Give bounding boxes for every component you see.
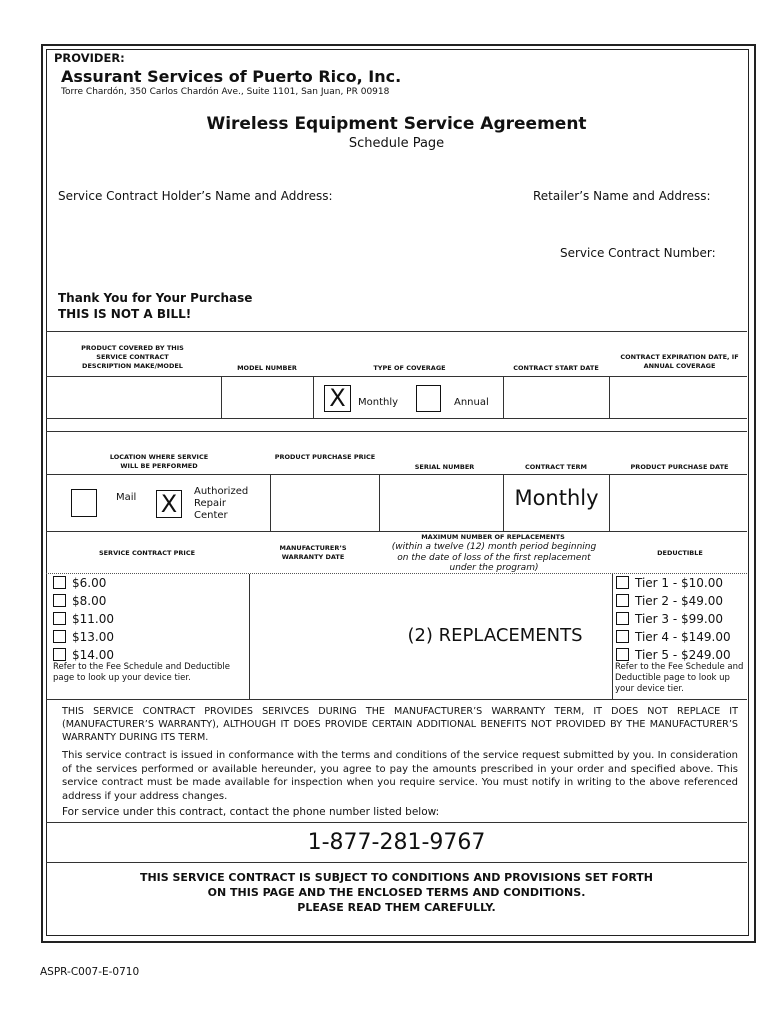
- phone-bottom-rule: [46, 862, 747, 863]
- table1-bottom-rule: [46, 418, 747, 419]
- table2-header-rule: [46, 474, 747, 475]
- price-option[interactable]: $8.00: [53, 592, 114, 610]
- table1-header-rule: [46, 376, 747, 377]
- table2-bottom-rule: [46, 531, 747, 532]
- col-serial: SERIAL NUMBER: [414, 463, 475, 471]
- tier-options: [616, 574, 731, 664]
- table3-divider: [249, 574, 250, 699]
- col-term: CONTRACT TERM: [524, 463, 588, 471]
- tier-option[interactable]: Tier 5 - $249.00: [616, 646, 731, 664]
- price-checkbox[interactable]: [53, 648, 66, 661]
- phone-number: 1-877-281-9767: [307, 830, 486, 855]
- retailer-label: Retailer’s Name and Address:: [533, 189, 711, 203]
- tier-checkbox[interactable]: [616, 612, 629, 625]
- location-repair-checkbox[interactable]: X: [156, 490, 182, 518]
- col-start: CONTRACT START DATE: [513, 364, 599, 372]
- notice-warranty: THIS SERVICE CONTRACT PROVIDES SERIVCES DURING THE MANUFACTURER’S WARRANTY TERM, IT DOES NOT REPLACE IT (MANUFACTURER’S WARRANTY), ALTHOUGH IT DOES PROVIDE CERTAIN ADDITIONAL BENEFITS NOT PROVIDED BY THE MANUFACTURER’S WARRANTY DURING ITS TERM.: [62, 706, 738, 743]
- table2-top-rule: [46, 431, 747, 432]
- coverage-annual-checkbox[interactable]: [416, 385, 441, 412]
- price-option[interactable]: $14.00: [53, 646, 114, 664]
- provider-name: Assurant Services of Puerto Rico, Inc.: [61, 67, 402, 86]
- col-purchase-date: PRODUCT PURCHASE DATE: [630, 463, 729, 471]
- price-checkbox[interactable]: [53, 612, 66, 625]
- tier-option[interactable]: Tier 1 - $10.00: [616, 574, 731, 592]
- table2-divider: [609, 474, 610, 531]
- table1-top-rule: [46, 331, 747, 332]
- col-model: MODEL NUMBER: [237, 364, 297, 372]
- price-checkbox[interactable]: [53, 594, 66, 607]
- price-option[interactable]: $13.00: [53, 628, 114, 646]
- phone-top-rule: [46, 822, 747, 823]
- location-mail-label: Mail: [116, 492, 137, 503]
- tier-note: Refer to the Fee Schedule and Deductible page to look up your device tier.: [615, 662, 744, 694]
- tier-checkbox[interactable]: [616, 648, 629, 661]
- holder-label: Service Contract Holder’s Name and Address:: [58, 189, 333, 203]
- table2-divider: [379, 474, 380, 531]
- col-warranty: MANUFACTURER’S WARRANTY DATE: [279, 544, 347, 561]
- tier-option[interactable]: Tier 2 - $49.00: [616, 592, 731, 610]
- price-options: [53, 574, 114, 664]
- tier-option[interactable]: Tier 3 - $99.00: [616, 610, 731, 628]
- location-mail-checkbox[interactable]: [71, 489, 97, 517]
- table1-divider: [313, 376, 314, 418]
- location-repair-label: Authorized Repair Center: [194, 486, 249, 521]
- notice-conformance: This service contract is issued in conformance with the terms and conditions of the service request submitted by you. In consideration of the services performed or available hereunder, you agree to pay the amounts prescribed in your order and specified above. This service contract must be made available for inspection when you require service. You must notify in writing to the above referenced address if your address changes.: [62, 750, 738, 802]
- tier-option[interactable]: Tier 4 - $149.00: [616, 628, 731, 646]
- tier-checkbox[interactable]: [616, 594, 629, 607]
- tier-checkbox[interactable]: [616, 576, 629, 589]
- col-location: LOCATION WHERE SERVICE WILL BE PERFORMED: [109, 453, 209, 470]
- col-product-desc: PRODUCT COVERED BY THIS SERVICE CONTRACT DESCRIPTION MAKE/MODEL: [81, 344, 184, 370]
- price-note: Refer to the Fee Schedule and Deductible page to look up your device tier.: [53, 662, 231, 683]
- price-checkbox[interactable]: [53, 630, 66, 643]
- table1-divider: [503, 376, 504, 418]
- table3-divider: [612, 574, 613, 699]
- table1-divider: [221, 376, 222, 418]
- contract-number-label: Service Contract Number:: [560, 246, 716, 260]
- coverage-monthly-label: Monthly: [358, 397, 399, 408]
- subject-notice: THIS SERVICE CONTRACT IS SUBJECT TO CONDITIONS AND PROVISIONS SET FORTH ON THIS PAGE AND THE ENCLOSED TERMS AND CONDITIONS. PLEASE READ THEM CAREFULLY.: [139, 871, 654, 914]
- price-option[interactable]: $6.00: [53, 574, 114, 592]
- tier-checkbox[interactable]: [616, 630, 629, 643]
- table3-bottom-rule: [46, 699, 747, 700]
- thank-you: Thank You for Your Purchase: [58, 291, 253, 305]
- coverage-monthly-checkbox[interactable]: X: [324, 385, 351, 412]
- form-code: ASPR-C007-E-0710: [40, 966, 140, 978]
- col-purchase-price: PRODUCT PURCHASE PRICE: [274, 453, 376, 461]
- page-title: Wireless Equipment Service Agreement: [206, 114, 587, 134]
- replacements-value: (2) REPLACEMENTS: [407, 625, 583, 646]
- not-a-bill: THIS IS NOT A BILL!: [58, 307, 192, 321]
- page-subtitle: Schedule Page: [348, 136, 445, 151]
- coverage-annual-label: Annual: [454, 397, 489, 408]
- col-coverage: TYPE OF COVERAGE: [373, 364, 446, 372]
- service-line: For service under this contract, contact the phone number listed below:: [62, 806, 440, 818]
- price-option[interactable]: $11.00: [53, 610, 114, 628]
- col-expiration: CONTRACT EXPIRATION DATE, IF ANNUAL COVERAGE: [620, 353, 739, 370]
- table1-divider: [609, 376, 610, 418]
- col-price: SERVICE CONTRACT PRICE: [98, 549, 196, 557]
- table2-divider: [270, 474, 271, 531]
- price-checkbox[interactable]: [53, 576, 66, 589]
- col-max-title: MAXIMUM NUMBER OF REPLACEMENTS: [421, 533, 565, 541]
- provider-address: Torre Chardón, 350 Carlos Chardón Ave., Suite 1101, San Juan, PR 00918: [61, 87, 390, 97]
- provider-label: PROVIDER:: [54, 51, 125, 65]
- contract-term-value: Monthly: [514, 486, 599, 510]
- col-deductible: DEDUCTIBLE: [657, 549, 703, 557]
- col-max-sub: (within a twelve (12) month period beginning on the date of loss of the first replacement under the program): [391, 542, 597, 573]
